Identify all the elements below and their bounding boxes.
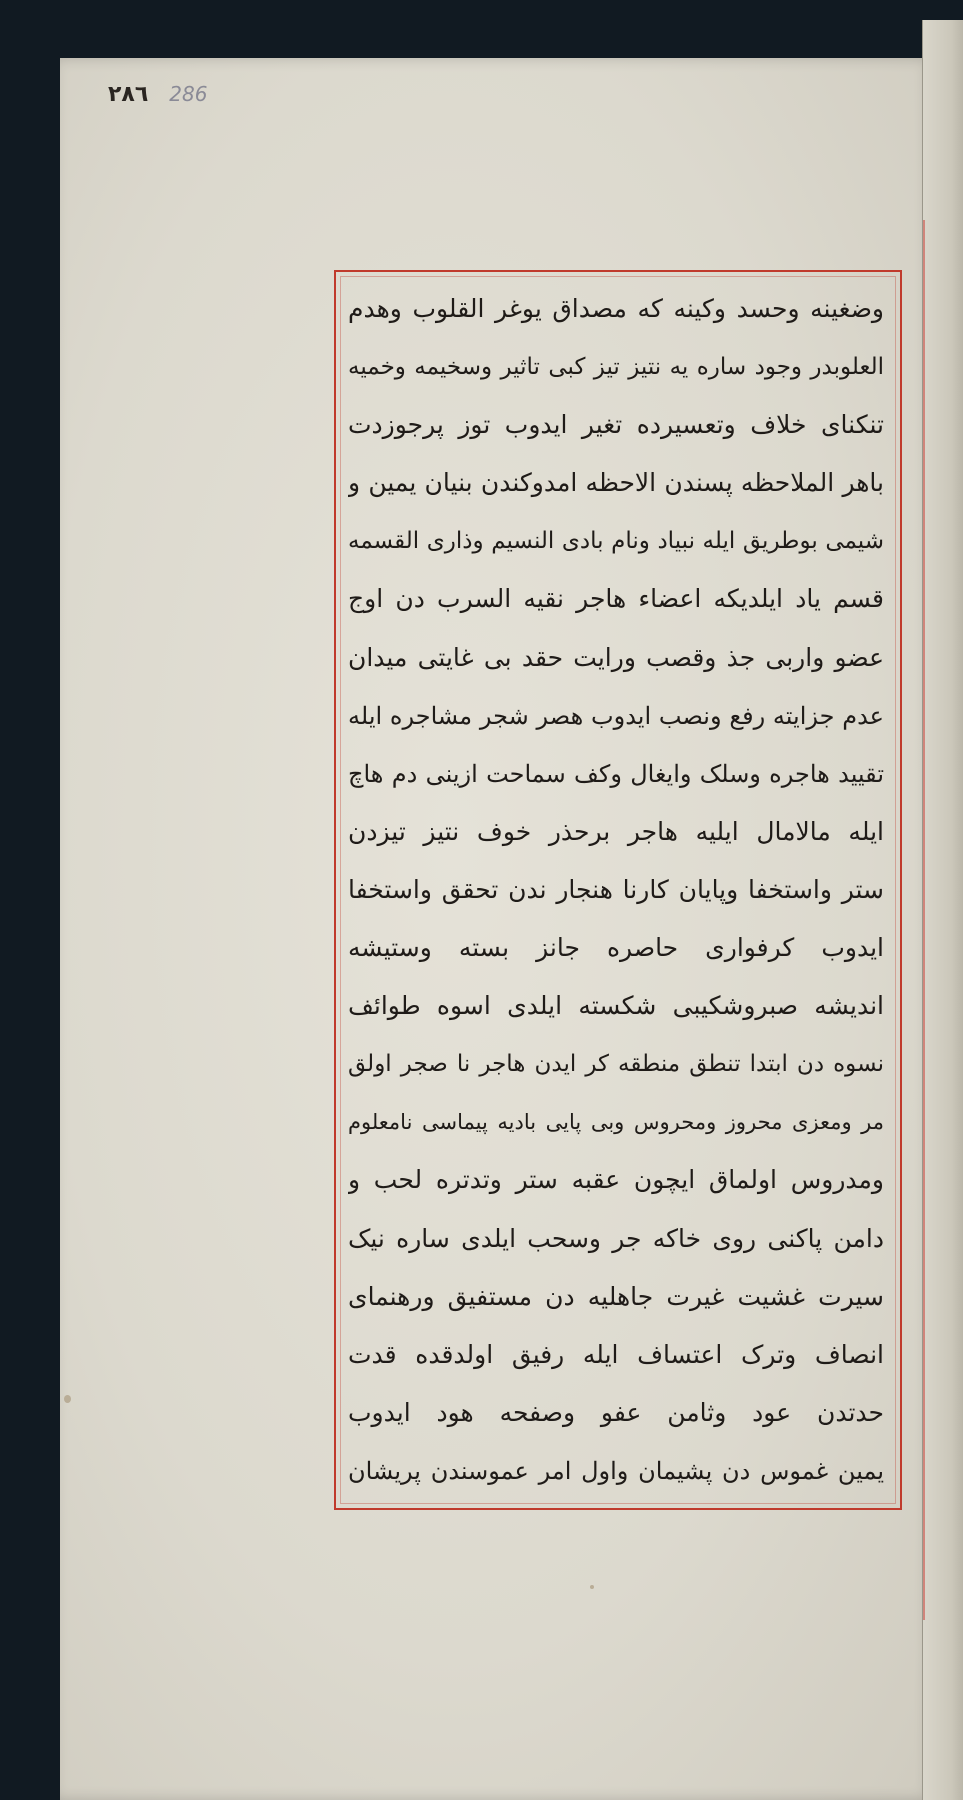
facing-page-rule	[923, 220, 925, 1620]
text-line: اندیشه صبروشکیبی شکسته ایلدی اسوه طوائف	[348, 991, 884, 1021]
paper-blemish	[590, 1585, 594, 1589]
folio-pencil-number: 286	[169, 82, 208, 106]
text-line: قسم یاد ایلدیکه اعضاء هاجر نقیه السرب دن اوج	[348, 584, 884, 614]
text-line: وضغینه وحسد وکینه که مصداق یوغر القلوب وهدم	[348, 294, 884, 323]
text-line: نسوه دن ابتدا تنطق منطقه کر ایدن هاجر نا صجر اولق	[348, 1051, 884, 1078]
text-line: سیرت غشیت غیرت جاهلیه دن مستفیق ورهنمای	[348, 1281, 884, 1311]
text-block	[348, 288, 884, 1492]
text-line: مر ومعزی محروز ومحروس وبی پایی بادیه پیماسی نامعلوم	[348, 1110, 884, 1135]
text-line: تقیید هاجره وسلک وایغال وکف سماحت ازینی دم هاچ	[348, 759, 884, 788]
text-line: باهر الملاحظه پسندن الاحظه امدوکندن بنیان یمین و	[348, 468, 884, 498]
folio-arabic-numeral: ٢٨٦	[108, 82, 149, 107]
text-line: تنکنای خلاف وتعسیرده تغیر ایدوب توز پرجوزدت	[348, 410, 884, 440]
text-line: انصاف وترک اعتساف ایله رفیق اولدقده قدت	[348, 1339, 884, 1369]
paper-blemish	[64, 1395, 71, 1403]
text-line: دامن پاکنی روی خاکه جر وسحب ایلدی ساره نیک	[348, 1223, 884, 1253]
text-line: عدم جزایته رفع ونصب ایدوب هصر شجر مشاجره ایله	[348, 701, 884, 730]
text-line: یمین غموس دن پشیمان واول امر عموسندن پریشان	[348, 1456, 884, 1485]
text-line: العلوبدر وجود ساره یه نتیز تیز کبی تاثیر وسخیمه وخمیه	[348, 354, 884, 381]
text-line: عضو واربی جذ وقصب ورایت حقد بی غایتی میدان	[348, 642, 884, 672]
text-line: شیمی بوطریق ایله نبیاد ونام بادی النسیم وذاری القسمه	[348, 528, 884, 555]
text-line: ایدوب کرفواری حاصره جانز بسته وستیشه	[348, 933, 884, 963]
facing-page-edge	[922, 20, 963, 1800]
text-line: ومدروس اولماق ایچون عقبه ستر وتدتره لحب و	[348, 1165, 884, 1195]
text-line: ستر واستخفا وپایان کارنا هنجار ندن تحقق واستخفا	[348, 874, 884, 904]
text-line: حدتدن عود وثامن عفو وصفحه هود ایدوب	[348, 1397, 884, 1427]
folio-number	[108, 82, 207, 107]
text-line: ایله مالامال ایلیه هاجر برحذر خوف نتیز تیزدن	[348, 816, 884, 846]
